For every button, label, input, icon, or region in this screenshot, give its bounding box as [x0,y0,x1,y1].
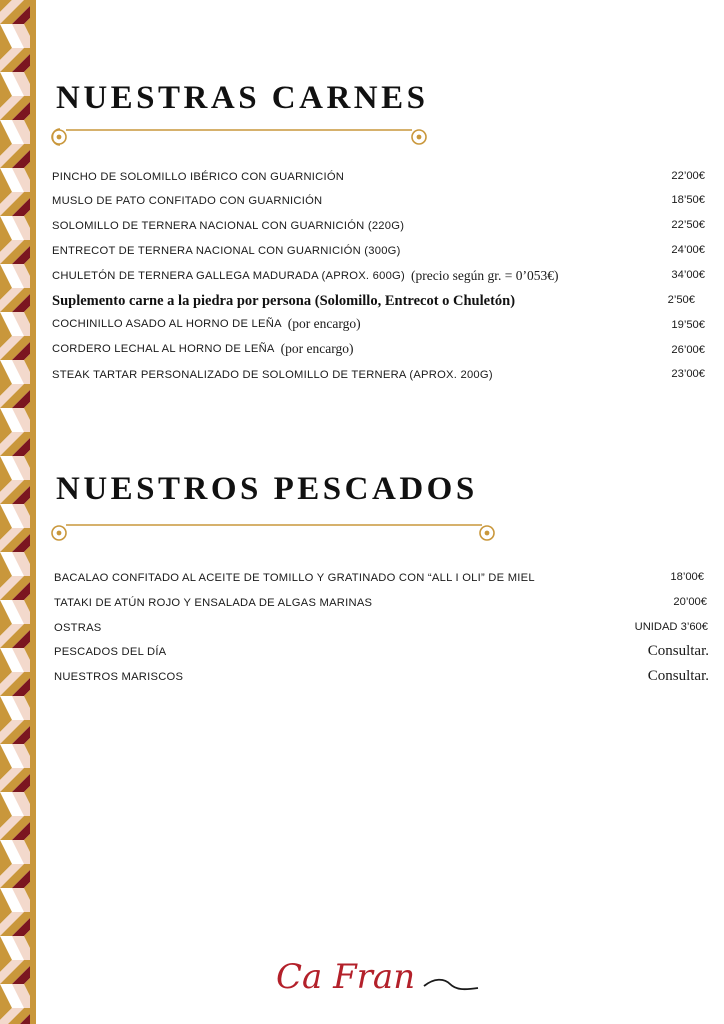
item-price: UNIDAD 3’60€ [634,621,708,633]
logo-text: Ca Fran [276,957,416,997]
item-name: PINCHO DE SOLOMILLO IBÉRICO CON GUARNICIÓN [52,171,345,183]
menu-item [52,315,361,333]
item-price: Consultar. [647,643,709,659]
item-name: COCHINILLO ASADO AL HORNO DE LEÑA [52,318,282,330]
item-name: OSTRAS [54,622,102,634]
item-name: SOLOMILLO DE TERNERA NACIONAL CON GUARNICIÓN (220G) [52,220,405,232]
item-name: MUSLO DE PATO CONFITADO CON GUARNICIÓN [52,195,323,207]
item-price: 22’00€ [671,170,705,182]
ornamental-divider [46,520,502,546]
menu-item [54,594,372,612]
item-price: 34’00€ [671,269,705,281]
menu-item [52,292,515,310]
menu-item [52,168,344,186]
menu-item [54,619,102,637]
menu-item [52,192,322,210]
meats-title: NUESTRAS CARNES [56,80,429,116]
menu-item [52,242,401,260]
item-name: PESCADOS DEL DÍA [54,646,167,658]
menu-item [54,668,183,686]
item-name: CHULETÓN DE TERNERA GALLEGA MADURADA (APROX. 600G) [52,270,405,282]
item-note: (por encargo) [287,316,361,331]
item-price: 19’50€ [671,319,705,331]
item-price: Consultar. [647,668,709,684]
item-price: 18’50€ [671,194,705,206]
item-note: (por encargo) [280,341,354,356]
menu-item [52,267,558,285]
item-name: NUESTROS MARISCOS [54,671,184,683]
item-name: Suplemento carne a la piedra por persona (Solomillo, Entrecot o Chuletón) [52,292,516,309]
item-price: 24’00€ [671,244,705,256]
item-price: 26’00€ [671,344,705,356]
menu-item [54,569,535,587]
decorative-border [0,0,36,1024]
menu-item [52,217,404,235]
restaurant-logo [274,950,484,1005]
fish-title: NUESTROS PESCADOS [56,471,478,507]
menu-item [52,366,493,384]
ornamental-divider [46,125,432,151]
item-name: ENTRECOT DE TERNERA NACIONAL CON GUARNICIÓN (300G) [52,245,401,257]
item-name: CORDERO LECHAL AL HORNO DE LEÑA [52,343,275,355]
item-price: 23’00€ [671,368,705,380]
item-price: 20’00€ [673,596,707,608]
item-name: BACALAO CONFITADO AL ACEITE DE TOMILLO Y GRATINADO CON “ALL I OLI” DE MIEL [54,572,535,584]
menu-item [54,643,166,661]
item-note: (precio según gr. = 0’053€) [410,268,559,283]
menu-item [52,340,354,358]
item-price: 22’50€ [671,219,705,231]
item-price: 18’00€ [670,571,704,583]
item-name: STEAK TARTAR PERSONALIZADO DE SOLOMILLO DE TERNERA (APROX. 200G) [52,369,493,381]
item-price: 2’50€ [667,294,695,306]
item-name: TATAKI DE ATÚN ROJO Y ENSALADA DE ALGAS MARINAS [54,597,373,609]
